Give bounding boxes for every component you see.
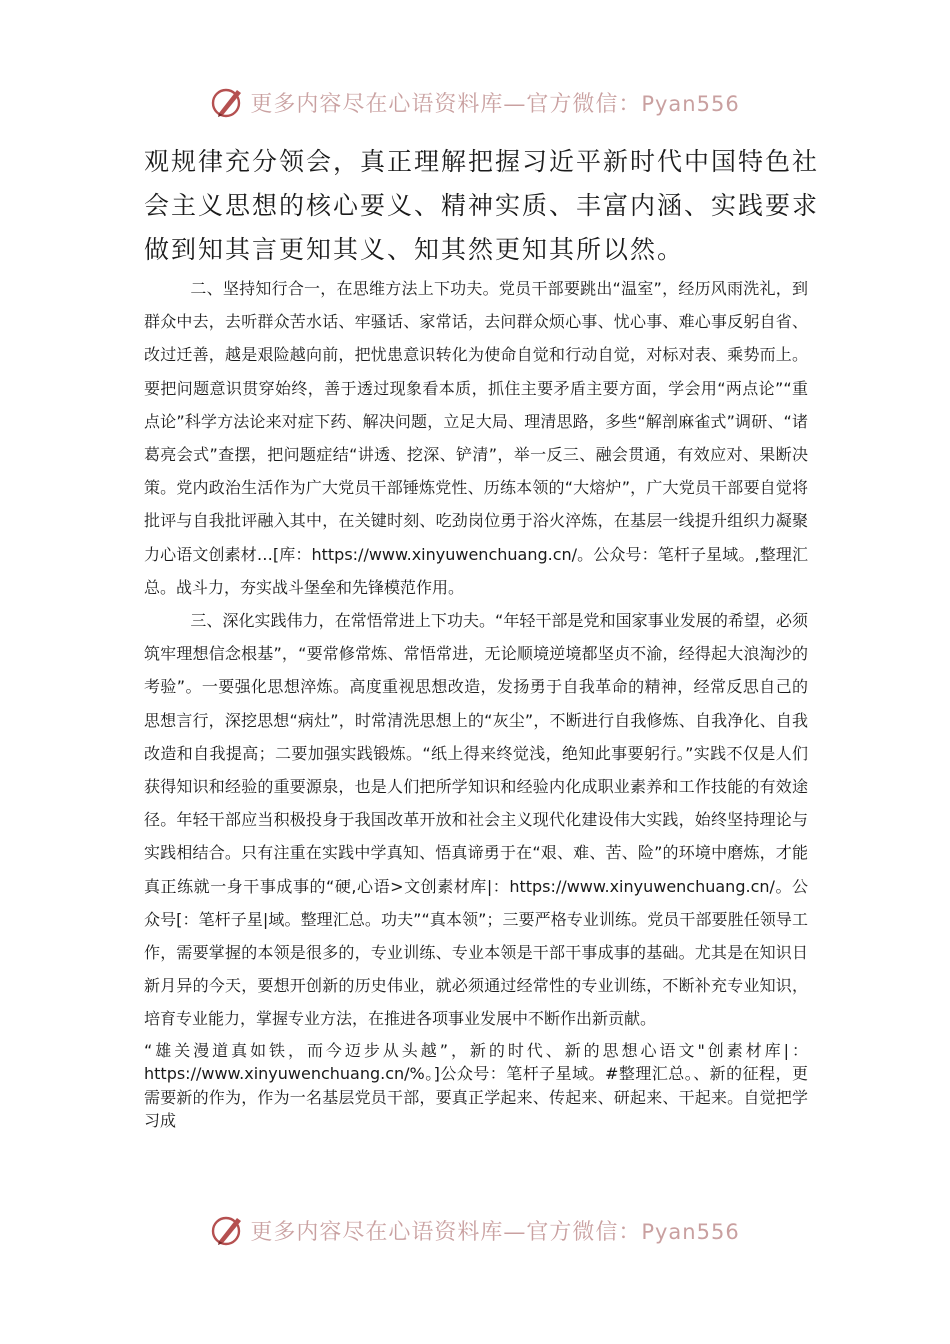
lead-text — [144, 140, 820, 272]
header-watermark — [0, 82, 950, 122]
paragraph-closing: “雄关漫道真如铁，而今迈步从头越”，新的时代、新的思想心语文"创素材库|：https://www.xinyuwenchuang.cn/%。]公众号：笔杆子星域。#整理汇总。、新的征程，更需要新的作为，作为一名基层党员干部，要真正学起来、传起来、研起来、干起来。自觉把学习成 — [144, 1040, 808, 1131]
lead-line: 会主义思想的核心要义、精神实质、丰富内涵、实践要求 — [144, 191, 820, 220]
footer-watermark — [0, 1210, 950, 1250]
lead-line: 观规律充分领会，真正理解把握习近平新时代中国特色社 — [144, 147, 820, 176]
pen-circle-logo-icon — [210, 84, 246, 120]
paragraph-two: 二、坚持知行合一，在思维方法上下功夫。党员干部要跳出“温室”，经历风雨洗礼，到群众中去，去听群众苦水话、牢骚话、家常话，去问群众烦心事、忧心事、难心事反躬自省、改过迁善，越是艰险越向前，把忧患意识转化为使命自觉和行动自觉，对标对表、乘势而上。要把问题意识贯穿始终，善于透过现象看本质，抓住主要矛盾主要方面，学会用“两点论”“重点论”科学方法论来对症下药、解决问题，立足大局、理清思路，多些“解剖麻雀式”调研、“诸葛亮会式”查摆，把问题症结“讲透、挖深、铲清”，举一反三、融会贯通，有效应对、果断决策。党内政治生活作为广大党员干部锤炼党性、历练本领的“大熔炉”，广大党员干部要自觉将批评与自我批评融入其中，在关键时刻、吃劲岗位勇于浴火淬炼，在基层一线提升组织力凝聚力心语文创素材…[库：https://www.xinyuwenchuang.cn/。公众号：笔杆子星域。,整理汇总。战斗力，夯实战斗堡垒和先锋模范作用。 — [144, 279, 808, 597]
paragraph-three: 三、深化实践伟力，在常悟常进上下功夫。“年轻干部是党和国家事业发展的希望，必须筑牢理想信念根基”，“要常修常炼、常悟常进，无论顺境逆境都坚贞不渝，经得起大浪淘沙的考验”。一要强化思想淬炼。高度重视思想改造，发扬勇于自我革命的精神，经常反思自己的思想言行，深挖思想“病灶”，时常清洗思想上的“灰尘”，不断进行自我修炼、自我净化、自我改造和自我提高；二要加强实践锻炼。“纸上得来终觉浅，绝知此事要躬行。”实践不仅是人们获得知识和经验的重要源泉，也是人们把所学知识和经验内化成职业素养和工作技能的有效途径。年轻干部应当积极投身于我国改革开放和社会主义现代化建设伟大实践，始终坚持理论与实践相结合。只有注重在实践中学真知、悟真谛勇于在“艰、难、苦、险”的环境中磨炼，才能真正练就一身干事成事的“硬,心语>文创素材库|：https://www.xinyuwenchuang.cn/。公众号[：笔杆子星|域。整理汇总。功夫”“真本领”；三要严格专业训练。党员干部要胜任领导工作，需要掌握的本领是很多的，专业训练、专业本领是干部干事成事的基础。尤其是在知识日新月异的今天，要想开创新的历史伟业，就必须通过经常性的专业训练，不断补充专业知识，培育专业能力，掌握专业方法，在推进各项事业发展中不断作出新贡献。 — [144, 611, 808, 1029]
article-body — [144, 272, 808, 1133]
pen-circle-logo-icon — [210, 1212, 246, 1248]
lead-line: 做到知其言更知其义、知其然更知其所以然。 — [144, 235, 685, 264]
footer-watermark-text: 更多内容尽在心语资料库—官方微信：Pyan556 — [250, 1219, 740, 1245]
header-watermark-text: 更多内容尽在心语资料库—官方微信：Pyan556 — [250, 91, 740, 117]
